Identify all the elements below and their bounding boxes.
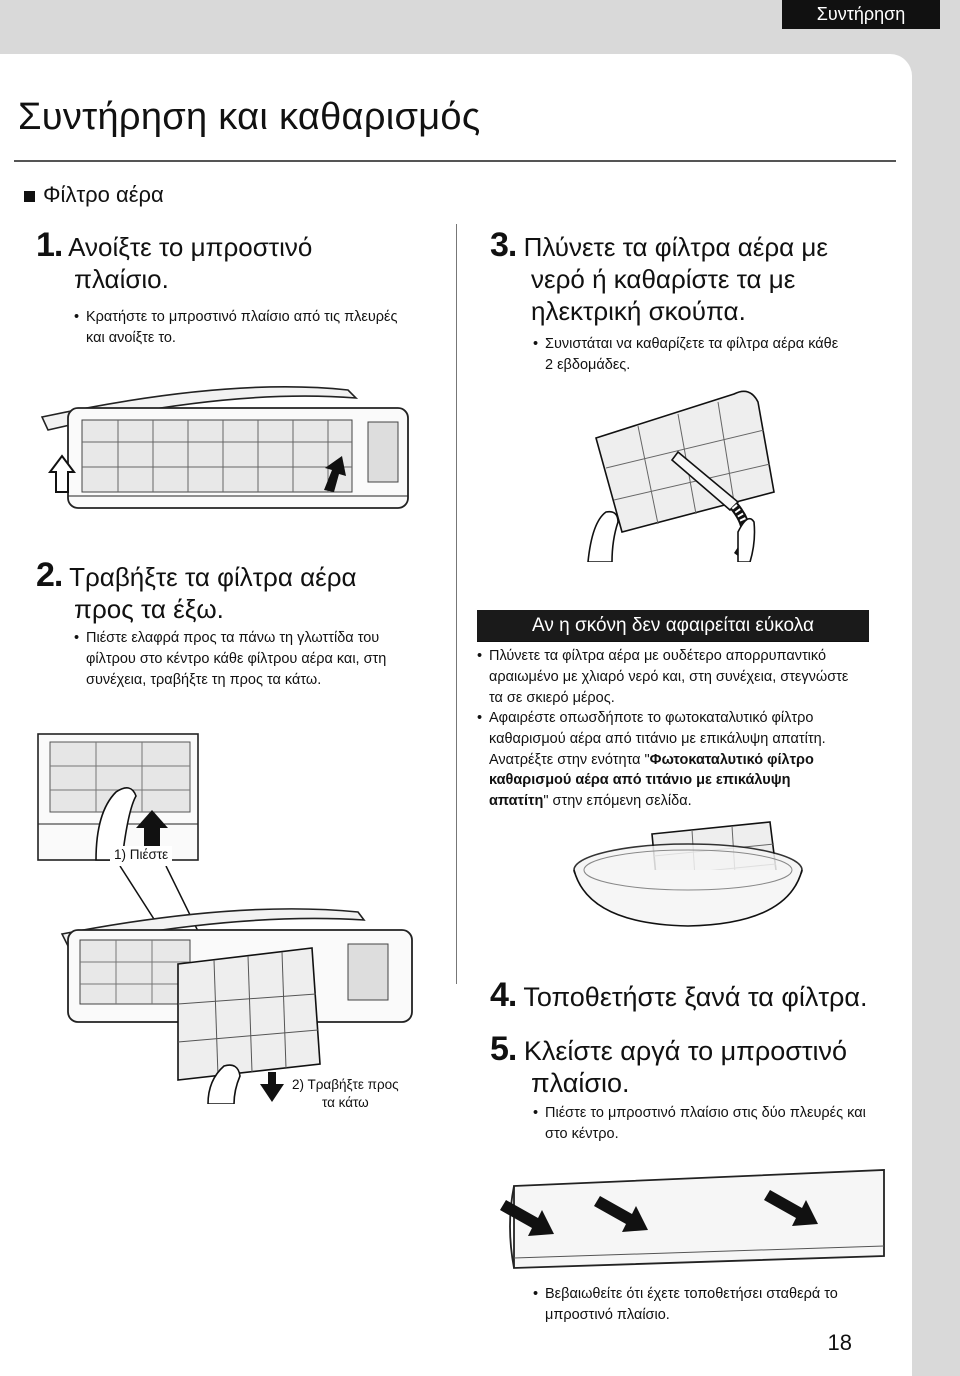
bullet-line: φίλτρου στο κέντρο κάθε φίλτρου αέρα και, στη xyxy=(86,651,387,667)
step-2-bullet xyxy=(74,628,386,691)
step-heading-line2: νερό ή καθαρίστε τα με xyxy=(531,264,796,294)
pull-label-line: τα κάτω xyxy=(321,1095,369,1110)
tip-line xyxy=(489,770,887,791)
page-number: 18 xyxy=(827,1330,852,1355)
page xyxy=(0,54,912,1376)
tip-line xyxy=(489,791,887,812)
section-heading xyxy=(24,182,164,208)
step-heading-line3: ηλεκτρική σκούπα. xyxy=(531,296,746,326)
step-heading-line1: Ανοίξτε το μπροστινό xyxy=(68,232,313,262)
ac-open-illustration xyxy=(38,372,418,512)
square-bullet-icon xyxy=(24,191,35,202)
ac-closed-illustration xyxy=(484,1160,894,1280)
bullet-line: συνέχεια, τραβήξτε τη προς τα κάτω. xyxy=(86,672,322,688)
step-heading-line2: προς τα έξω. xyxy=(74,594,224,624)
page-title: Συντήρηση και καθαρισμός xyxy=(18,96,481,138)
tip-line xyxy=(489,750,887,771)
tip-text: " στην επόμενη σελίδα. xyxy=(543,793,692,810)
press-tab-illustration xyxy=(36,732,200,862)
wash-basin-illustration xyxy=(568,812,808,932)
pull-label-line: 2) Τραβήξτε προς xyxy=(292,1077,399,1092)
step-heading-line1: Κλείστε αργά το μπροστινό xyxy=(523,1036,848,1066)
bullet-line: μπροστινό πλαίσιο. xyxy=(545,1307,670,1323)
step-heading-line1: Τοποθετήστε ξανά τα φίλτρα. xyxy=(523,982,868,1012)
tip-line: τα σε σκιερό μέρος. xyxy=(489,689,615,706)
bullet-line: • Συνιστάται να καθαρίζετε τα φίλτρα αέρα κάθε xyxy=(545,336,839,352)
step-5-bullet xyxy=(533,1103,866,1145)
bullet-line: 2 εβδομάδες. xyxy=(545,357,631,373)
tip-bullet-1 xyxy=(477,646,887,708)
step-number: 1. xyxy=(36,226,63,264)
tip-line: αραιωμένο με χλιαρό νερό και, στη συνέχεια, στεγνώστε xyxy=(489,668,849,685)
pull-filter-illustration xyxy=(58,904,418,1104)
tip-box-rule xyxy=(477,641,869,642)
title-divider xyxy=(14,160,896,162)
step-number: 3. xyxy=(490,226,517,264)
tip-text: Ανατρέξτε στην ενότητα " xyxy=(489,751,650,768)
bullet-line: • Κρατήστε το μπροστινό πλαίσιο από τις πλευρές xyxy=(86,309,398,325)
reference-link-text: Φωτοκαταλυτικό φίλτρο xyxy=(649,751,814,768)
bullet-line: • Βεβαιωθείτε ότι έχετε τοποθετήσει σταθερά το xyxy=(545,1286,838,1302)
bullet-line: • Πιέστε ελαφρά προς τα πάνω τη γλωττίδα του xyxy=(86,630,380,646)
step-number: 2. xyxy=(36,556,63,594)
step-heading-line2: πλαίσιο. xyxy=(531,1068,630,1098)
step-number: 5. xyxy=(490,1030,517,1068)
press-label: 1) Πιέστε xyxy=(110,846,172,864)
tip-line: • Αφαιρέστε οπωσδήποτε το φωτοκαταλυτικό φίλτρο xyxy=(489,710,814,726)
step-2 xyxy=(36,556,357,624)
step-3 xyxy=(490,226,828,326)
step-5 xyxy=(490,1030,848,1098)
tip-bullet-2 xyxy=(477,708,887,812)
step-3-bullet xyxy=(533,334,838,376)
step-heading-line1: Τραβήξτε τα φίλτρα αέρα xyxy=(69,562,357,592)
tip-line: καθαρισμού αέρα από τιτάνιο με επικάλυψη απατίτη. xyxy=(489,730,826,747)
reference-link-text: καθαρισμού αέρα από τιτάνιο με επικάλυψη xyxy=(489,772,791,789)
bullet-line: στο κέντρο. xyxy=(545,1126,619,1142)
reference-link-text: απατίτη xyxy=(489,793,544,810)
column-divider xyxy=(456,224,457,984)
section-label: Φίλτρο αέρα xyxy=(43,182,164,207)
pull-label xyxy=(292,1076,399,1112)
step-1 xyxy=(36,226,313,294)
section-tab: Συντήρηση xyxy=(782,0,940,29)
final-bullet xyxy=(533,1284,838,1326)
step-4 xyxy=(490,976,868,1014)
bullet-line: και ανοίξτε το. xyxy=(86,330,176,346)
tip-box-heading: Αν η σκόνη δεν αφαιρείται εύκολα xyxy=(477,610,869,641)
step-heading-line1: Πλύνετε τα φίλτρα αέρα με xyxy=(523,232,828,262)
vacuum-filter-illustration xyxy=(578,372,798,562)
step-heading-line2: πλαίσιο. xyxy=(74,264,169,294)
step-1-bullet xyxy=(74,307,398,349)
bullet-line: • Πιέστε το μπροστινό πλαίσιο στις δύο πλευρές και xyxy=(545,1105,866,1121)
tip-line: • Πλύνετε τα φίλτρα αέρα με ουδέτερο απορρυπαντικό xyxy=(489,648,827,664)
step-number: 4. xyxy=(490,976,517,1014)
